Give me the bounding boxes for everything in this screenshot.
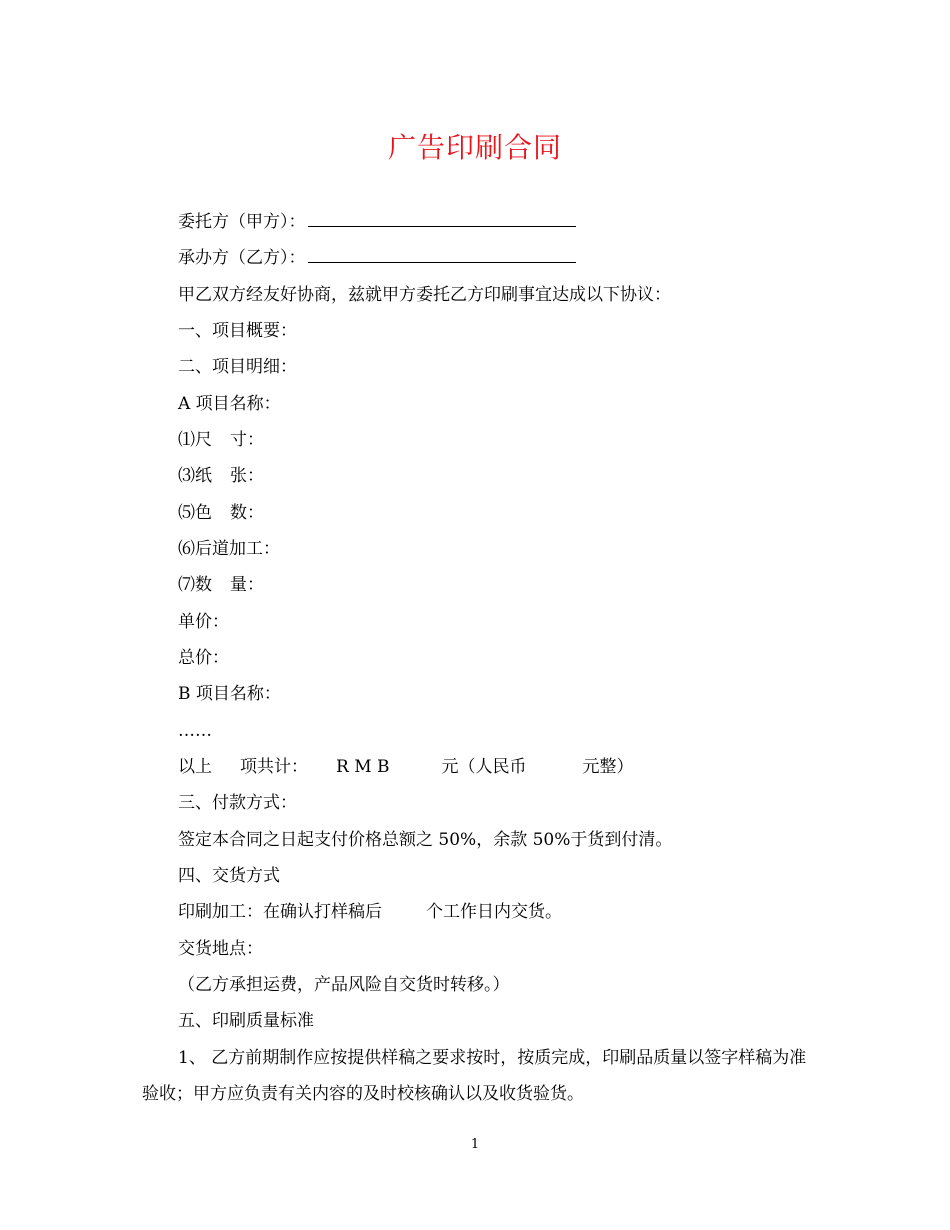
sum-part-3: R M B: [336, 757, 390, 777]
size-label-end: 寸：: [230, 430, 264, 450]
sum-part-2: 项共计：: [240, 757, 308, 777]
size-line: [178, 427, 264, 453]
party-b-line: [178, 245, 576, 271]
delivery-time-line: [178, 899, 562, 925]
section-1-heading: 一、项目概要：: [178, 321, 297, 341]
sum-part-5: 元整）: [582, 757, 634, 777]
intro-text: 甲乙双方经友好协商，兹就甲方委托乙方印刷事宜达成以下协议：: [178, 285, 671, 305]
delivery-place-line: 交货地点：: [178, 939, 263, 959]
total-price-line: 总价：: [178, 648, 229, 668]
section-2-heading: 二、项目明细：: [178, 357, 297, 377]
party-a-line: [178, 209, 576, 235]
quantity-label-end: 量：: [230, 575, 264, 595]
delivery-time-start: 印刷加工：在确认打样稿后: [178, 902, 382, 922]
sum-line: [178, 754, 634, 780]
ellipsis-line: ……: [178, 721, 212, 741]
item-b-name: B 项目名称：: [178, 684, 281, 704]
paper-label-end: 张：: [230, 466, 264, 486]
document-title: 广告印刷合同: [387, 131, 562, 164]
section-3-heading: 三、付款方式：: [178, 793, 297, 813]
paper-label-start: ⑶纸: [178, 466, 212, 486]
party-b-blank: [308, 248, 576, 263]
party-a-label: 委托方（甲方）：: [178, 212, 306, 232]
section-4-heading: 四、交货方式: [178, 866, 280, 886]
sum-part-1: 以上: [178, 757, 212, 777]
size-label-start: ⑴尺: [178, 430, 212, 450]
delivery-note-line: （乙方承担运费，产品风险自交货时转移。）: [178, 975, 510, 995]
sum-part-4: 元（人民币: [441, 757, 527, 777]
color-label-end: 数：: [230, 503, 264, 523]
party-a-blank: [308, 212, 576, 227]
clause-5-1: 1、 乙方前期制作应按提供样稿之要求按时，按质完成，印刷品质量以签字样稿为准验收；甲方应负责有关内容的及时校核确认以及收货验货。: [142, 1048, 807, 1104]
color-label-start: ⑸色: [178, 503, 212, 523]
page-number: 1: [470, 1137, 480, 1152]
quantity-label-start: ⑺数: [178, 575, 212, 595]
quantity-line: [178, 572, 264, 598]
payment-terms: 签定本合同之日起支付价格总额之 50%，余款 50%于货到付清。: [178, 830, 673, 850]
post-process-line: ⑹后道加工：: [178, 539, 280, 559]
paper-line: [178, 463, 264, 489]
unit-price-line: 单价：: [178, 612, 229, 632]
section-5-heading: 五、印刷质量标准: [178, 1011, 314, 1031]
item-a-name: A 项目名称：: [178, 394, 281, 414]
delivery-time-end: 个工作日内交货。: [426, 902, 562, 922]
color-line: [178, 500, 264, 526]
party-b-label: 承办方（乙方）：: [178, 248, 306, 268]
